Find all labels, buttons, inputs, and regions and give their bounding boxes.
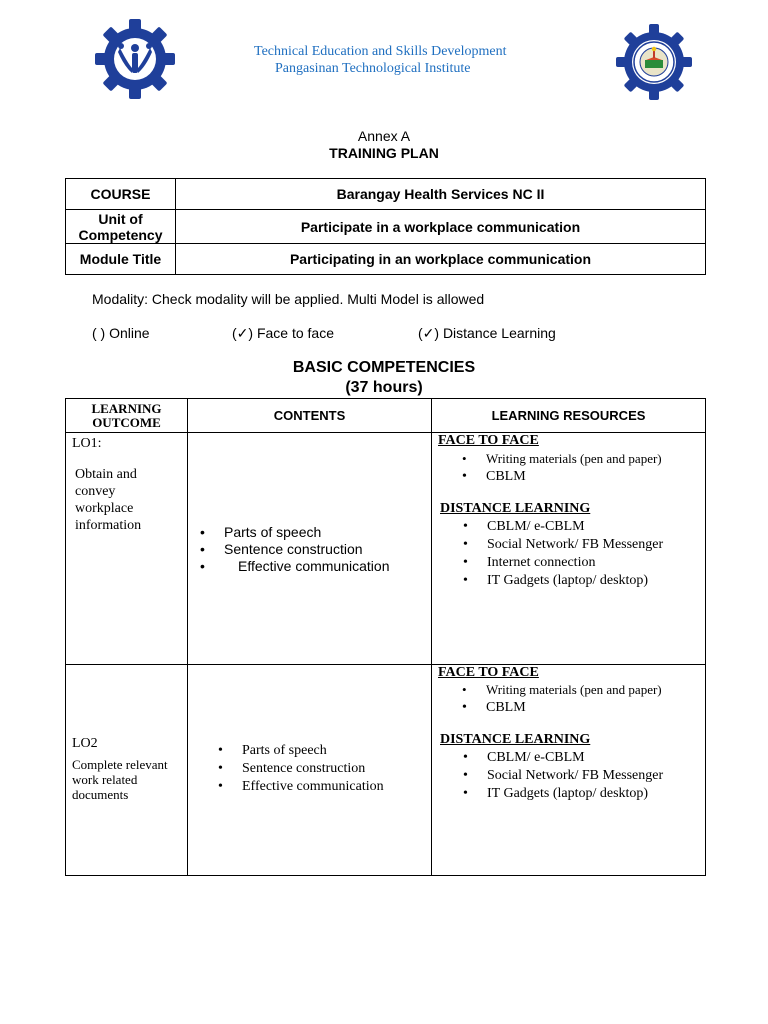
list-item: • CBLM [462, 468, 662, 486]
distance-learning-list [463, 749, 663, 803]
list-item: • CBLM [462, 699, 662, 717]
lo-description: Complete relevant work related documents [72, 757, 168, 802]
list-item: • Effective communication [218, 778, 384, 796]
resources-cell [432, 433, 706, 665]
module-value: Participating in an workplace communication [176, 244, 706, 275]
list-item: • CBLM/ e-CBLM [463, 518, 663, 536]
lo-code: LO2 [72, 736, 98, 751]
header-institution-line-2: Pangasinan Technological Institute [275, 61, 471, 76]
institute-seal-logo-icon [613, 24, 695, 100]
list-item: • Sentence construction [200, 541, 389, 558]
face-to-face-heading: FACE TO FACE [438, 433, 539, 448]
option-face-to-face: (✓) Face to face [232, 325, 334, 341]
unit-value: Participate in a workplace communication [176, 210, 706, 244]
resources-cell [432, 665, 706, 876]
list-item: • Writing materials (pen and paper) [462, 681, 662, 699]
list-item: • Sentence construction [218, 760, 384, 778]
lo-code: LO1: [72, 436, 102, 451]
course-row [66, 179, 706, 210]
outcome-cell [66, 665, 188, 876]
lo-description: Obtain and convey workplace information [75, 467, 142, 533]
table-row [66, 665, 706, 876]
list-item: • Social Network/ FB Messenger [463, 536, 663, 554]
list-item: • Internet connection [463, 554, 663, 572]
plan-title: TRAINING PLAN [329, 145, 439, 161]
basic-competencies-hours: (37 hours) [345, 379, 423, 396]
table-row [66, 433, 706, 665]
option-distance-learning: (✓) Distance Learning [418, 325, 556, 341]
list-item: • Parts of speech [200, 524, 389, 541]
list-item: • CBLM/ e-CBLM [463, 749, 663, 767]
contents-list [218, 742, 384, 796]
outcome-cell [66, 433, 188, 665]
table-header-row [66, 399, 706, 433]
unit-label: Unit of Competency [66, 210, 176, 244]
list-item: • IT Gadgets (laptop/ desktop) [463, 572, 663, 590]
module-label: Module Title [66, 244, 176, 275]
tesda-gear-logo-icon [94, 18, 176, 100]
modality-note: Modality: Check modality will be applied. Multi Model is allowed [92, 291, 485, 307]
list-item: • Writing materials (pen and paper) [462, 450, 662, 468]
option-online: ( ) Online [92, 325, 150, 341]
course-table [65, 178, 706, 275]
list-item: • Effective communication [200, 558, 389, 575]
list-item: • Parts of speech [218, 742, 384, 760]
distance-learning-heading: DISTANCE LEARNING [440, 732, 591, 747]
header-institution-line-1: Technical Education and Skills Development [254, 44, 507, 59]
header-learning-outcome: LEARNING OUTCOME [66, 399, 188, 433]
contents-list [200, 524, 389, 575]
module-row [66, 244, 706, 275]
distance-learning-list [463, 518, 663, 590]
list-item: • Social Network/ FB Messenger [463, 767, 663, 785]
face-to-face-list [462, 681, 662, 717]
annex-label: Annex A [357, 128, 411, 144]
header-contents: CONTENTS [188, 399, 432, 433]
course-value: Barangay Health Services NC II [176, 179, 706, 210]
unit-row [66, 210, 706, 244]
training-plan-table [65, 398, 706, 876]
distance-learning-heading: DISTANCE LEARNING [440, 501, 591, 516]
contents-cell [188, 433, 432, 665]
basic-competencies-title: BASIC COMPETENCIES [292, 359, 476, 376]
header-learning-resources: LEARNING RESOURCES [432, 399, 706, 433]
list-item: • IT Gadgets (laptop/ desktop) [463, 785, 663, 803]
face-to-face-heading: FACE TO FACE [438, 665, 539, 680]
face-to-face-list [462, 450, 662, 486]
contents-cell [188, 665, 432, 876]
course-label: COURSE [66, 179, 176, 210]
